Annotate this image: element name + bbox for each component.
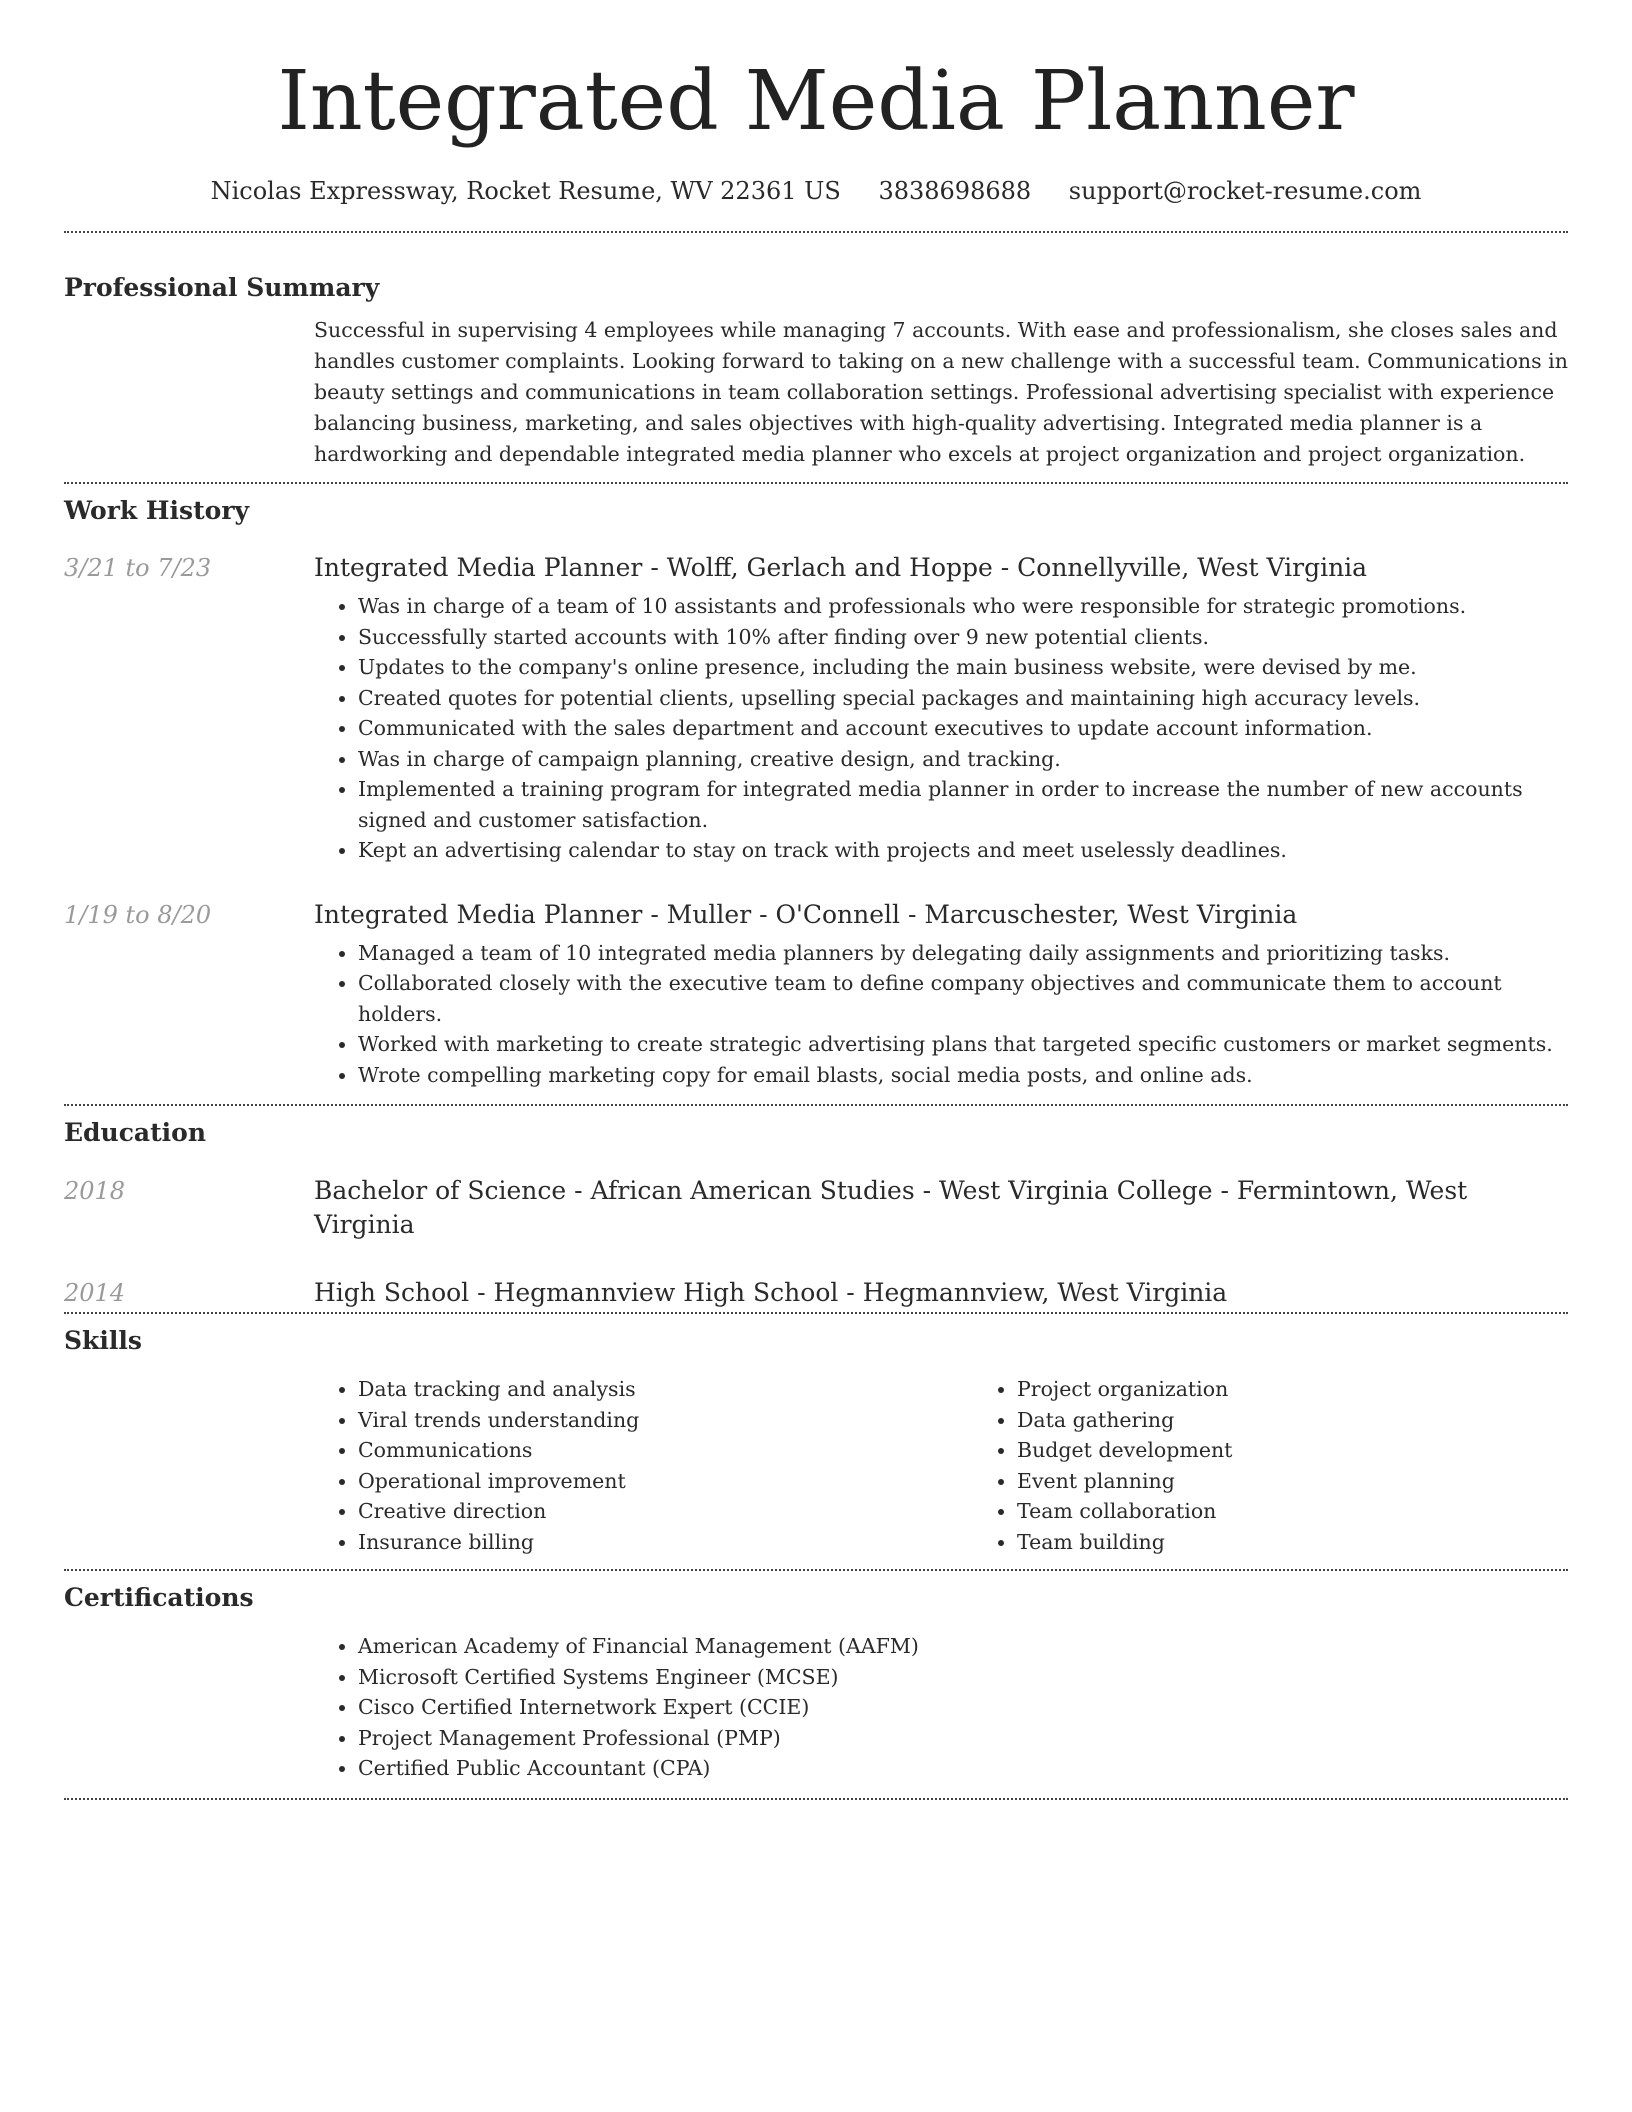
list-item: • Data tracking and analysis (358, 1374, 973, 1405)
divider (64, 1569, 1568, 1571)
divider (64, 482, 1568, 484)
work-history-section (64, 494, 1568, 1090)
list-item: • Team building (1017, 1527, 1632, 1558)
list-item: • Collaborated closely with the executive team to define company objectives and communicate them to account holders. (358, 968, 1568, 1029)
divider (64, 1312, 1568, 1314)
divider (64, 1104, 1568, 1106)
list-item: • Updates to the company's online presence, including the main business website, were devised by me. (358, 652, 1568, 683)
divider (64, 231, 1568, 233)
certifications-heading: Certifications (64, 1583, 254, 1612)
list-item: • Implemented a training program for integrated media planner in order to increase the number of new accounts signed and customer satisfaction. (358, 774, 1568, 835)
list-item: • Project Management Professional (PMP) (358, 1723, 1568, 1754)
list-item: • Cisco Certified Internetwork Expert (CCIE) (358, 1692, 1568, 1723)
list-item: • Worked with marketing to create strategic advertising plans that targeted specific customers or market segments. (358, 1029, 1568, 1060)
list-item: • Viral trends understanding (358, 1405, 973, 1436)
list-item: • Successfully started accounts with 10% after finding over 9 new potential clients. (358, 622, 1568, 653)
skills-heading: Skills (64, 1326, 142, 1355)
list-item: • Microsoft Certified Systems Engineer (MCSE) (358, 1662, 1568, 1693)
education-section (64, 1116, 1568, 1310)
contact-address: Nicolas Expressway, Rocket Resume, WV 22361 US (210, 177, 841, 205)
list-item: • Created quotes for potential clients, upselling special packages and maintaining high accuracy levels. (358, 683, 1568, 714)
skills-column-right (973, 1374, 1632, 1557)
contact-phone: 3838698688 (878, 177, 1032, 205)
list-item: • Project organization (1017, 1374, 1632, 1405)
list-item: • Operational improvement (358, 1466, 973, 1497)
summary-heading: Professional Summary (64, 273, 380, 302)
contact-line (64, 174, 1568, 208)
summary-text: Successful in supervising 4 employees while managing 7 accounts. With ease and professionalism, she closes sales and handles customer complaints. Looking forward to taking on a new challenge with a successful team. Communications in beauty settings and communications in team collaboration settings. Professional advertising specialist with experience balancing business, marketing, and sales objectives with high-quality advertising. Integrated media planner is a hardworking and dependable integrated media planner who excels at project organization and project organization. (314, 318, 1568, 466)
job-bullets (314, 591, 1568, 866)
education-text: Bachelor of Science - African American Studies - West Virginia College - Fermintown, West Virginia (314, 1176, 1468, 1239)
job-dates: 1/19 to 8/20 (64, 900, 212, 929)
list-item: • Communicated with the sales department and account executives to update account information. (358, 713, 1568, 744)
list-item: • American Academy of Financial Management (AAFM) (358, 1631, 1568, 1662)
education-entry (64, 1276, 1568, 1310)
list-item: • Event planning (1017, 1466, 1632, 1497)
list-item: • Wrote compelling marketing copy for email blasts, social media posts, and online ads. (358, 1060, 1568, 1091)
list-item: • Budget development (1017, 1435, 1632, 1466)
education-year: 2014 (64, 1279, 126, 1307)
summary-section (64, 271, 1568, 470)
job-title: Integrated Media Planner - Muller - O'Connell - Marcuschester, West Virginia (314, 899, 1298, 929)
list-item: • Data gathering (1017, 1405, 1632, 1436)
list-item: • Was in charge of a team of 10 assistants and professionals who were responsible for strategic promotions. (358, 591, 1568, 622)
list-item: • Certified Public Accountant (CPA) (358, 1753, 1568, 1784)
list-item: • Was in charge of campaign planning, creative design, and tracking. (358, 744, 1568, 775)
list-item: • Insurance billing (358, 1527, 973, 1558)
certifications-list (314, 1631, 1568, 1784)
work-history-heading: Work History (64, 496, 250, 525)
job-entry (64, 551, 1568, 866)
education-heading: Education (64, 1118, 207, 1147)
job-entry (64, 898, 1568, 1091)
job-bullets (314, 938, 1568, 1091)
resume-title: Integrated Media Planner (277, 54, 1355, 149)
list-item: • Communications (358, 1435, 973, 1466)
job-title: Integrated Media Planner - Wolff, Gerlach and Hoppe - Connellyville, West Virginia (314, 553, 1368, 582)
education-text: High School - Hegmannview High School - Hegmannview, West Virginia (314, 1278, 1228, 1307)
education-entry (64, 1174, 1568, 1242)
list-item: • Creative direction (358, 1496, 973, 1527)
certifications-section (64, 1581, 1568, 1784)
divider (64, 1798, 1568, 1800)
job-dates: 3/21 to 7/23 (64, 554, 212, 582)
skills-list (314, 1374, 1632, 1557)
skills-column-left (314, 1374, 973, 1557)
list-item: • Kept an advertising calendar to stay on track with projects and meet uselessly deadlines. (358, 835, 1568, 866)
education-year: 2018 (64, 1177, 126, 1205)
skills-section (64, 1324, 1568, 1557)
contact-email: support@rocket-resume.com (1068, 177, 1422, 205)
list-item: • Team collaboration (1017, 1496, 1632, 1527)
list-item: • Managed a team of 10 integrated media planners by delegating daily assignments and prioritizing tasks. (358, 938, 1568, 969)
